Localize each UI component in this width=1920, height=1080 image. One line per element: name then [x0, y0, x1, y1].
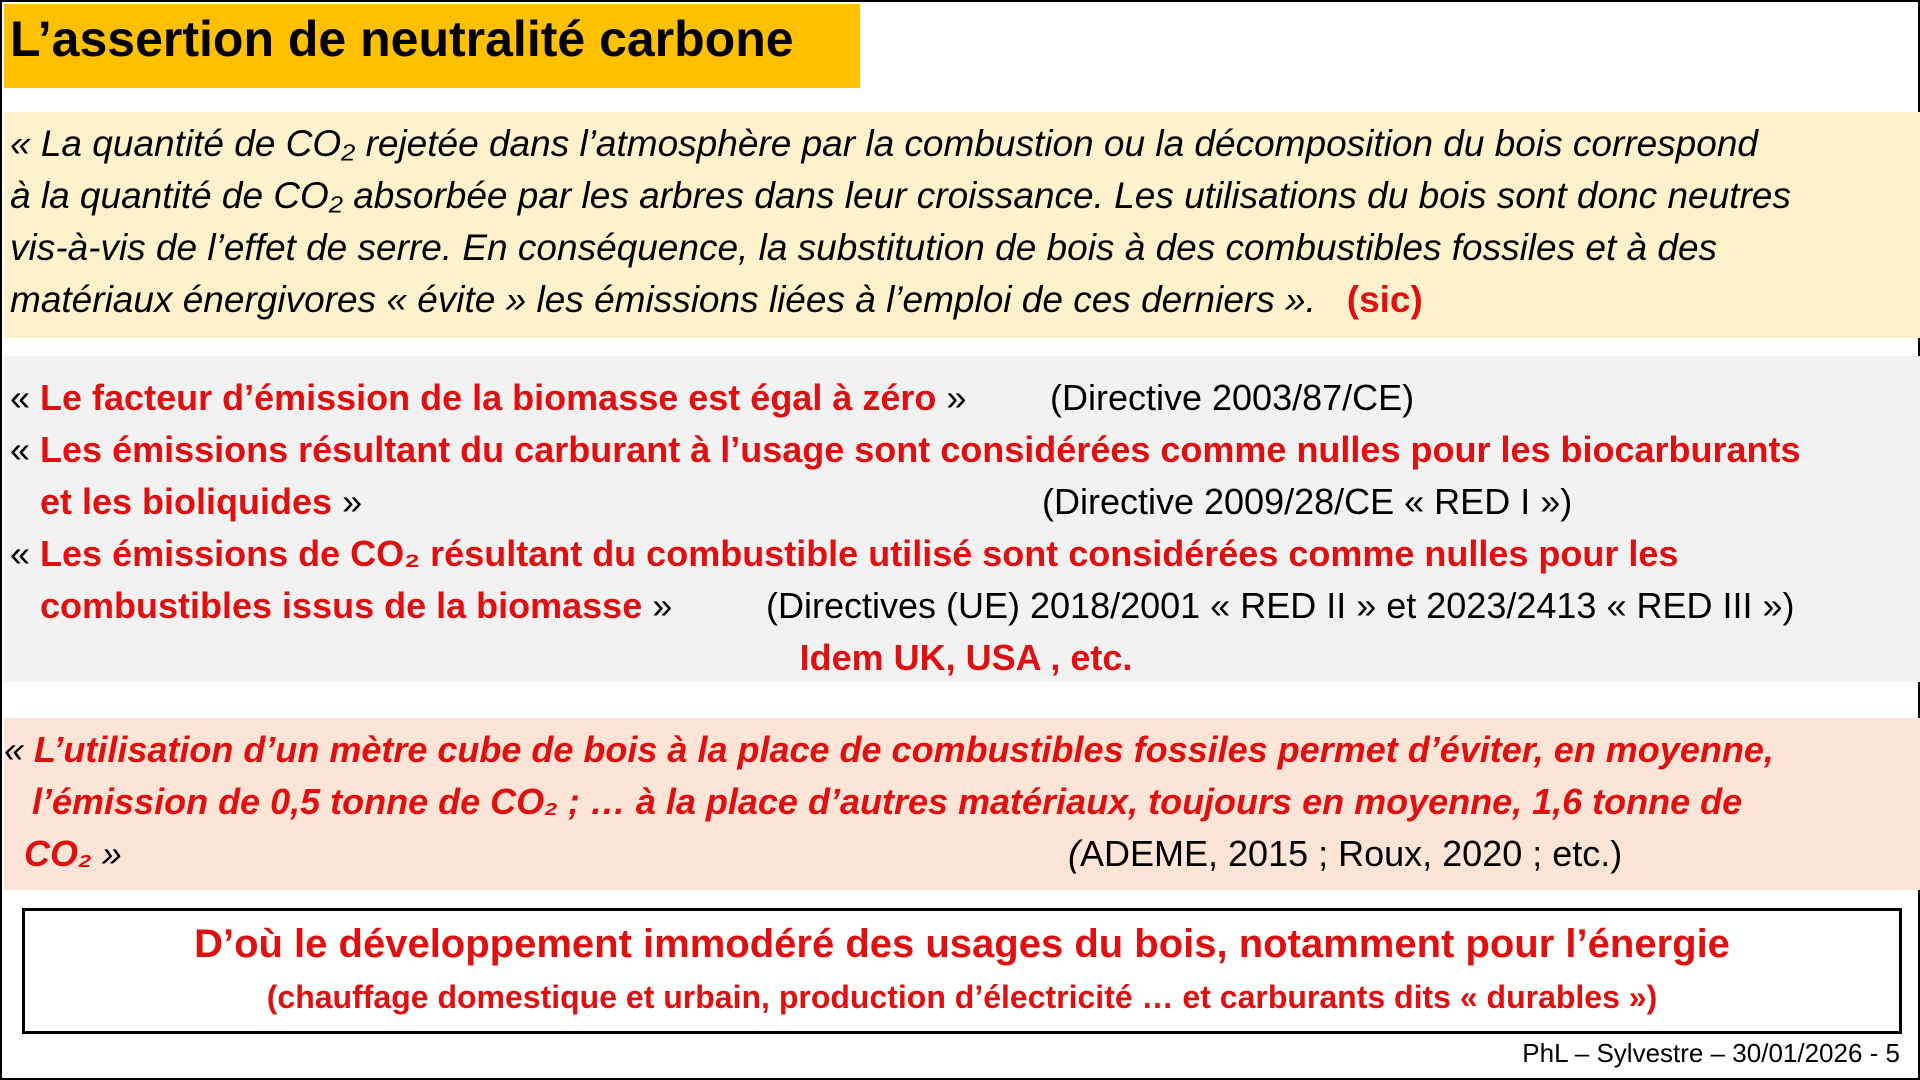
conclusion-sub: (chauffage domestique et urbain, production d’électricité … et carburants dits « durables »)	[266, 979, 1658, 1015]
quote-substitution-box	[4, 718, 1920, 890]
conclusion-main: D’où le développement immodéré des usages du bois, notamment pour l’énergie	[194, 922, 1730, 966]
quote-line	[4, 724, 1920, 776]
open-quote: «	[10, 533, 41, 574]
directive-text: et les bioliquides	[40, 481, 333, 522]
slide-footer: PhL – Sylvestre – 30/01/2026 - 5	[1522, 1038, 1900, 1068]
close-quote: »	[936, 377, 967, 418]
directive-text: Le facteur d’émission de la biomasse est égal à zéro	[40, 377, 937, 418]
directive-item	[10, 372, 1914, 424]
quote-reference	[1068, 828, 1622, 880]
quote-line: à la quantité de CO₂ absorbée par les arbres dans leur croissance. Les utilisations du bois sont donc neutres	[10, 175, 1791, 216]
ref-text: ADEME, 2015 ; Roux, 2020 ; etc.)	[1080, 833, 1623, 874]
sic-marker: (sic)	[1346, 279, 1423, 320]
quote-line: « La quantité de CO₂ rejetée dans l’atmosphère par la combustion ou la décomposition du bois correspond	[10, 123, 1758, 164]
close-quote: »	[642, 585, 673, 626]
directive-text: combustibles issus de la biomasse	[40, 585, 643, 626]
directive-reference: (Directives (UE) 2018/2001 « RED II » et 2023/2413 « RED III »)	[766, 585, 1795, 626]
directive-text: Les émissions de CO₂ résultant du combustible utilisé sont considérées comme nulles pour les	[40, 533, 1679, 574]
quote-line-text: matériaux énergivores « évite » les émissions liées à l’emploi de ces derniers ».	[10, 279, 1316, 320]
quote-text: L’utilisation d’un mètre cube de bois à la place de combustibles fossiles permet d’éviter, en moyenne,	[34, 729, 1774, 770]
quote-line	[4, 776, 1920, 828]
directive-item-continued	[10, 476, 1914, 528]
quote-text: CO₂	[24, 833, 92, 874]
quote-line	[4, 828, 1920, 880]
idem-text: Idem UK, USA , etc.	[799, 637, 1133, 678]
directive-text: Les émissions résultant du carburant à l’usage sont considérées comme nulles pour les biocarburants	[40, 429, 1801, 470]
open-quote: «	[4, 729, 35, 770]
close-quote: »	[332, 481, 363, 522]
conclusion-box	[22, 908, 1902, 1034]
directive-reference: (Directive 2009/28/CE « RED I »)	[1042, 481, 1573, 522]
open-quote: «	[10, 429, 41, 470]
quote-neutrality-box	[4, 112, 1920, 338]
ref-paren: (	[1068, 833, 1080, 874]
open-quote: «	[10, 377, 41, 418]
slide-title: L’assertion de neutralité carbone	[4, 4, 860, 88]
directives-box	[4, 356, 1920, 682]
idem-note	[10, 632, 1914, 684]
directive-item-continued	[10, 580, 1914, 632]
close-quote: »	[91, 833, 122, 874]
quote-text: l’émission de 0,5 tonne de CO₂ ; … à la place d’autres matériaux, toujours en moyenne, 1,6 tonne de	[32, 781, 1743, 822]
quote-line	[10, 274, 1914, 326]
directive-reference: (Directive 2003/87/CE)	[1050, 377, 1415, 418]
directive-item	[10, 528, 1914, 580]
quote-line: vis-à-vis de l’effet de serre. En conséquence, la substitution de bois à des combustibles fossiles et à des	[10, 227, 1718, 268]
directive-item	[10, 424, 1914, 476]
